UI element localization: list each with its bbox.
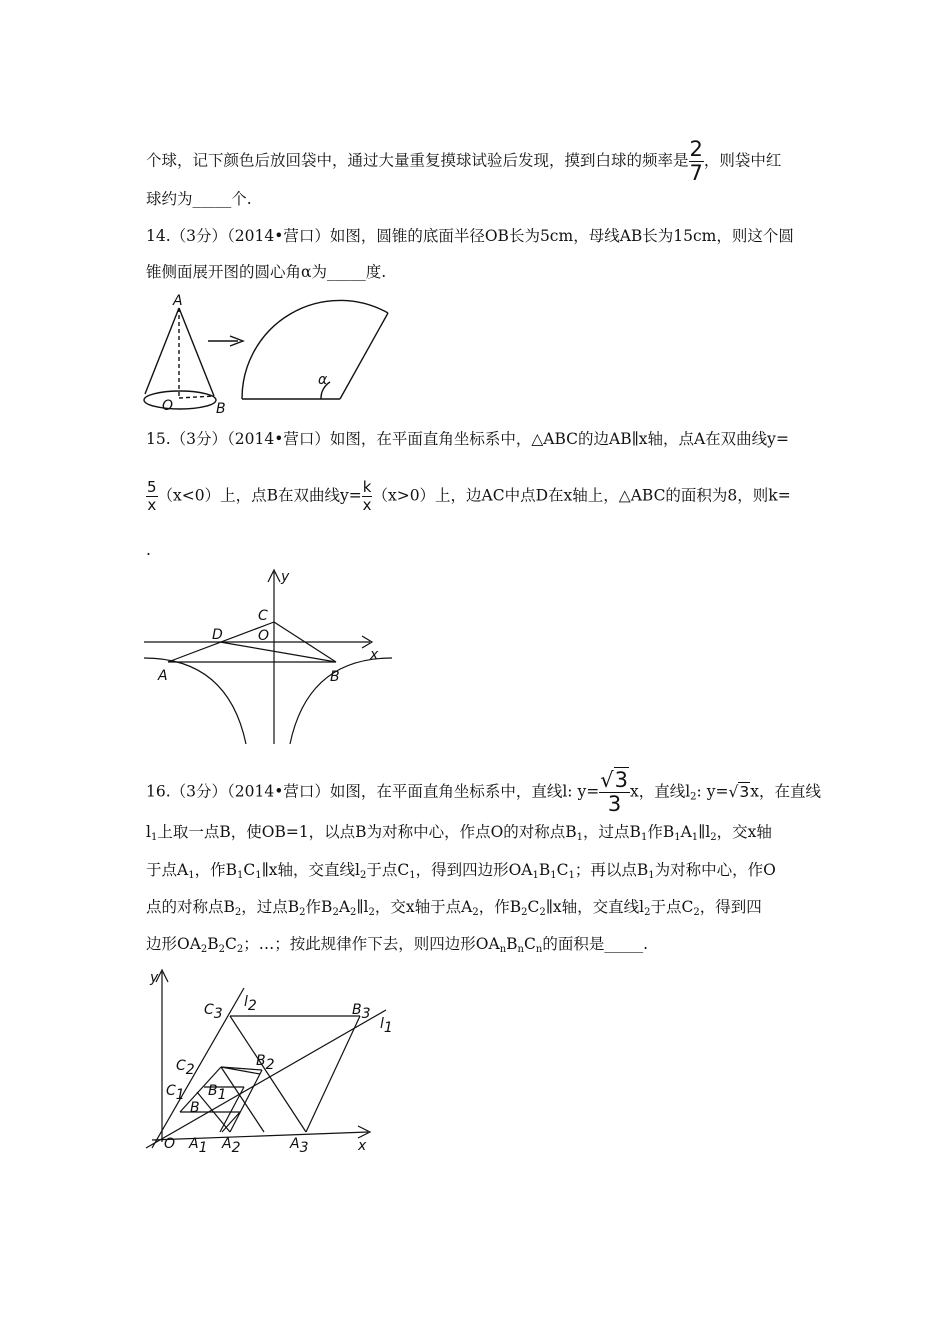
q16-line-4: 点的对称点$B_2$，过点$B_2$作$B_2A_2\parallel l_2$，交x轴于点$A_2$，作$B_2C_2\parallel x$轴，交直线$l_2$于点$C_2$，得到四 [146,898,762,918]
label-y: y [281,569,290,585]
q14-figure [130,290,400,420]
q16-line-3: 于点$A_1$，作$B_1C_1\parallel x$轴，交直线$l_2$于点$C_1$，得到四边形$OA_1B_1C_1$；再以点$B_1$为对称中心，作O [146,861,776,881]
q16-line-2: $l_1$上取一点B，使OB=1，以点B为对称中心，作点O的对称点$B_1$，过点$B_1$作$B_1A_1\parallel l_2$，交x轴 [146,823,772,843]
label-A1: A1 [189,1136,208,1156]
q13-text-b: ，则袋中红 [703,151,782,170]
q15-text-a: （x<0）上，点B在双曲线y= [157,486,362,505]
label-B1: B1 [208,1083,227,1103]
sector-arc [242,300,388,399]
cone-slant-AB [179,308,214,396]
label-B2: B2 [256,1053,275,1073]
label-C1: C1 [166,1083,185,1103]
q16-text-d: x，在直线 [750,782,821,801]
q15-line-3: . [146,541,151,559]
label-C3: C3 [204,1002,223,1022]
cone-base [144,391,216,409]
q15-fraction-2: $\frac{k}{x}$ [362,478,372,514]
label-O: O [164,1136,176,1152]
q15-text-b: （x>0）上，边AC中点D在x轴上，△ABC的面积为8，则k= [372,486,791,505]
line-l1 [146,1010,386,1148]
q13-line-1 [146,139,781,184]
sector-radius-2 [340,313,388,399]
label-l2: l2 [244,994,257,1014]
label-C2: C2 [176,1058,195,1078]
label-alpha: α [318,372,328,388]
label-O: O [258,628,270,644]
label-B3: B3 [352,1002,371,1022]
label-O: O [162,398,174,414]
q16-line-5: 边形$OA_2B_2C_2$；…；按此规律作下去，则四边形$OA_nB_nC_n$的面积是_____. [146,935,649,955]
q15-line-2 [146,480,791,513]
label-A3: A3 [290,1136,309,1156]
label-x: x [370,647,379,663]
hyperbola-right [290,658,392,744]
label-A2: A2 [222,1136,241,1156]
label-B: B [216,401,226,417]
q13-line-2: 球约为_____个. [146,190,252,208]
q14-line-2: 锥侧面展开图的圆心角α为_____度. [146,263,387,281]
label-A: A [158,668,168,684]
segment-C3A3 [230,1016,306,1132]
label-B: B [330,669,340,685]
label-y: y [150,970,159,986]
label-l1: l1 [380,1016,393,1036]
q16-text-a: 16.（3分）（2014•营口）如图，在平面直角坐标系中，直线l: y= [146,782,600,801]
q16-fraction: $\frac{√3}{3}$ [600,768,628,816]
q15-fraction-1: $\frac{5}{x}$ [147,478,157,514]
cone-radius-OB [179,396,214,398]
label-B: B [190,1100,200,1116]
q15-line-1: 15.（3分）（2014•营口）如图，在平面直角坐标系中，△ABC的边AB∥x轴，点A在双曲线y= [146,430,789,448]
q16-figure [140,962,393,1160]
segment-C2A2 [221,1067,264,1132]
q16-sqrt: √3 [728,782,750,801]
label-x: x [358,1138,367,1154]
q13-text-a: 个球，记下颜色后放回袋中，通过大量重复摸球试验后发现，摸到白球的频率是 [146,151,689,170]
label-C: C [258,608,268,624]
cone-left-edge [145,308,179,394]
q16-text-b: x，直线l [629,782,691,801]
q13-fraction: $\frac{2}{7}$ [689,137,703,185]
q14-line-1: 14.（3分）（2014•营口）如图，圆锥的底面半径OB长为5cm，母线AB长为15cm，则这个圆 [146,227,794,245]
q16-text-c: : y= [696,782,729,801]
label-D: D [212,627,223,643]
q16-line-1: 16.（3分）（2014•营口）如图，在平面直角坐标系中，直线l: y= $\frac{√3}{3}$ x，直线$l_2$: y=√3x，在直线 [146,768,821,816]
segment-DB [220,642,336,662]
x-axis [152,1132,368,1140]
q15-figure [140,562,400,752]
segment-B3A3 [306,1016,360,1132]
label-A: A [173,293,183,309]
